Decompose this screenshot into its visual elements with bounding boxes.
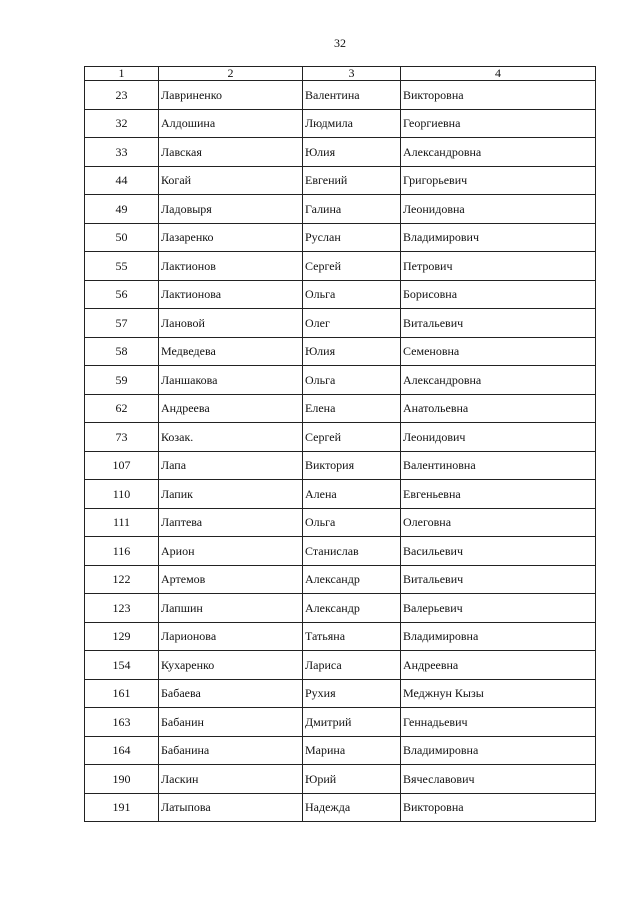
surname-cell: Лавская: [159, 138, 303, 167]
surname-cell: Лапа: [159, 451, 303, 480]
row-number-cell: 122: [85, 565, 159, 594]
header-row: [85, 67, 596, 81]
first-name-cell: Валентина: [303, 81, 401, 110]
row-number-cell: 154: [85, 651, 159, 680]
patronymic-cell: Меджнун Кызы: [401, 679, 596, 708]
patronymic-cell: Валентиновна: [401, 451, 596, 480]
table-row: [85, 366, 596, 395]
patronymic-cell: Андреевна: [401, 651, 596, 680]
patronymic-cell: Леонидович: [401, 423, 596, 452]
surname-cell: Лактионов: [159, 252, 303, 281]
table-body: [85, 81, 596, 822]
table-row: [85, 423, 596, 452]
patronymic-cell: Александровна: [401, 138, 596, 167]
patronymic-cell: Валерьевич: [401, 594, 596, 623]
patronymic-cell: Владимировна: [401, 622, 596, 651]
surname-cell: Латыпова: [159, 793, 303, 822]
row-number-cell: 32: [85, 109, 159, 138]
patronymic-cell: Викторовна: [401, 793, 596, 822]
first-name-cell: Надежда: [303, 793, 401, 822]
first-name-cell: Виктория: [303, 451, 401, 480]
table-row: [85, 565, 596, 594]
table-row: [85, 81, 596, 110]
row-number-cell: 49: [85, 195, 159, 224]
row-number-cell: 73: [85, 423, 159, 452]
column-header-4: 4: [401, 67, 596, 81]
row-number-cell: 129: [85, 622, 159, 651]
first-name-cell: Сергей: [303, 423, 401, 452]
surname-cell: Артемов: [159, 565, 303, 594]
patronymic-cell: Владимирович: [401, 223, 596, 252]
row-number-cell: 50: [85, 223, 159, 252]
surname-cell: Ларионова: [159, 622, 303, 651]
row-number-cell: 55: [85, 252, 159, 281]
surname-cell: Ласкин: [159, 765, 303, 794]
row-number-cell: 111: [85, 508, 159, 537]
column-header-2: 2: [159, 67, 303, 81]
patronymic-cell: Витальевич: [401, 309, 596, 338]
table-row: [85, 480, 596, 509]
table-row: [85, 394, 596, 423]
patronymic-cell: Вячеславович: [401, 765, 596, 794]
patronymic-cell: Семеновна: [401, 337, 596, 366]
surname-cell: Лапик: [159, 480, 303, 509]
table-row: [85, 736, 596, 765]
patronymic-cell: Григорьевич: [401, 166, 596, 195]
table-row: [85, 451, 596, 480]
first-name-cell: Юлия: [303, 337, 401, 366]
table-row: [85, 252, 596, 281]
patronymic-cell: Евгеньевна: [401, 480, 596, 509]
table-row: [85, 651, 596, 680]
surname-cell: Лазаренко: [159, 223, 303, 252]
patronymic-cell: Леонидовна: [401, 195, 596, 224]
surname-cell: Лановой: [159, 309, 303, 338]
patronymic-cell: Викторовна: [401, 81, 596, 110]
table-row: [85, 337, 596, 366]
surname-cell: Бабанин: [159, 708, 303, 737]
table-row: [85, 622, 596, 651]
patronymic-cell: Олеговна: [401, 508, 596, 537]
first-name-cell: Марина: [303, 736, 401, 765]
surname-cell: Лактионова: [159, 280, 303, 309]
first-name-cell: Алена: [303, 480, 401, 509]
patronymic-cell: Петрович: [401, 252, 596, 281]
patronymic-cell: Анатольевна: [401, 394, 596, 423]
column-header-3: 3: [303, 67, 401, 81]
surname-cell: Лаптева: [159, 508, 303, 537]
patronymic-cell: Витальевич: [401, 565, 596, 594]
first-name-cell: Ольга: [303, 280, 401, 309]
table-row: [85, 138, 596, 167]
surname-cell: Ладовыря: [159, 195, 303, 224]
first-name-cell: Людмила: [303, 109, 401, 138]
first-name-cell: Елена: [303, 394, 401, 423]
row-number-cell: 23: [85, 81, 159, 110]
table-row: [85, 166, 596, 195]
row-number-cell: 33: [85, 138, 159, 167]
first-name-cell: Александр: [303, 565, 401, 594]
table-row: [85, 594, 596, 623]
row-number-cell: 62: [85, 394, 159, 423]
surname-cell: Когай: [159, 166, 303, 195]
row-number-cell: 116: [85, 537, 159, 566]
table-row: [85, 195, 596, 224]
table-row: [85, 537, 596, 566]
row-number-cell: 59: [85, 366, 159, 395]
surname-cell: Ланшакова: [159, 366, 303, 395]
first-name-cell: Ольга: [303, 508, 401, 537]
table-row: [85, 309, 596, 338]
table-header: [85, 67, 596, 81]
first-name-cell: Лариса: [303, 651, 401, 680]
first-name-cell: Сергей: [303, 252, 401, 281]
table-row: [85, 508, 596, 537]
first-name-cell: Татьяна: [303, 622, 401, 651]
row-number-cell: 57: [85, 309, 159, 338]
first-name-cell: Станислав: [303, 537, 401, 566]
row-number-cell: 58: [85, 337, 159, 366]
surname-cell: Лапшин: [159, 594, 303, 623]
first-name-cell: Евгений: [303, 166, 401, 195]
surname-cell: Медведева: [159, 337, 303, 366]
table-row: [85, 280, 596, 309]
surname-cell: Андреева: [159, 394, 303, 423]
table-row: [85, 223, 596, 252]
surname-cell: Арион: [159, 537, 303, 566]
patronymic-cell: Владимировна: [401, 736, 596, 765]
table-row: [85, 109, 596, 138]
surname-cell: Бабаева: [159, 679, 303, 708]
row-number-cell: 56: [85, 280, 159, 309]
surname-cell: Лавриненко: [159, 81, 303, 110]
table-row: [85, 765, 596, 794]
surname-cell: Алдошина: [159, 109, 303, 138]
surname-cell: Козак.: [159, 423, 303, 452]
column-header-1: 1: [85, 67, 159, 81]
first-name-cell: Дмитрий: [303, 708, 401, 737]
row-number-cell: 163: [85, 708, 159, 737]
first-name-cell: Юрий: [303, 765, 401, 794]
patronymic-cell: Васильевич: [401, 537, 596, 566]
patronymic-cell: Борисовна: [401, 280, 596, 309]
roster-table: [84, 66, 596, 822]
table-row: [85, 793, 596, 822]
row-number-cell: 107: [85, 451, 159, 480]
first-name-cell: Юлия: [303, 138, 401, 167]
patronymic-cell: Георгиевна: [401, 109, 596, 138]
first-name-cell: Рухия: [303, 679, 401, 708]
patronymic-cell: Геннадьевич: [401, 708, 596, 737]
row-number-cell: 44: [85, 166, 159, 195]
row-number-cell: 123: [85, 594, 159, 623]
table-row: [85, 708, 596, 737]
row-number-cell: 190: [85, 765, 159, 794]
surname-cell: Кухаренко: [159, 651, 303, 680]
row-number-cell: 164: [85, 736, 159, 765]
first-name-cell: Олег: [303, 309, 401, 338]
row-number-cell: 110: [85, 480, 159, 509]
first-name-cell: Ольга: [303, 366, 401, 395]
page-number: 32: [334, 36, 346, 50]
surname-cell: Бабанина: [159, 736, 303, 765]
row-number-cell: 161: [85, 679, 159, 708]
first-name-cell: Галина: [303, 195, 401, 224]
first-name-cell: Александр: [303, 594, 401, 623]
first-name-cell: Руслан: [303, 223, 401, 252]
row-number-cell: 191: [85, 793, 159, 822]
patronymic-cell: Александровна: [401, 366, 596, 395]
table-row: [85, 679, 596, 708]
